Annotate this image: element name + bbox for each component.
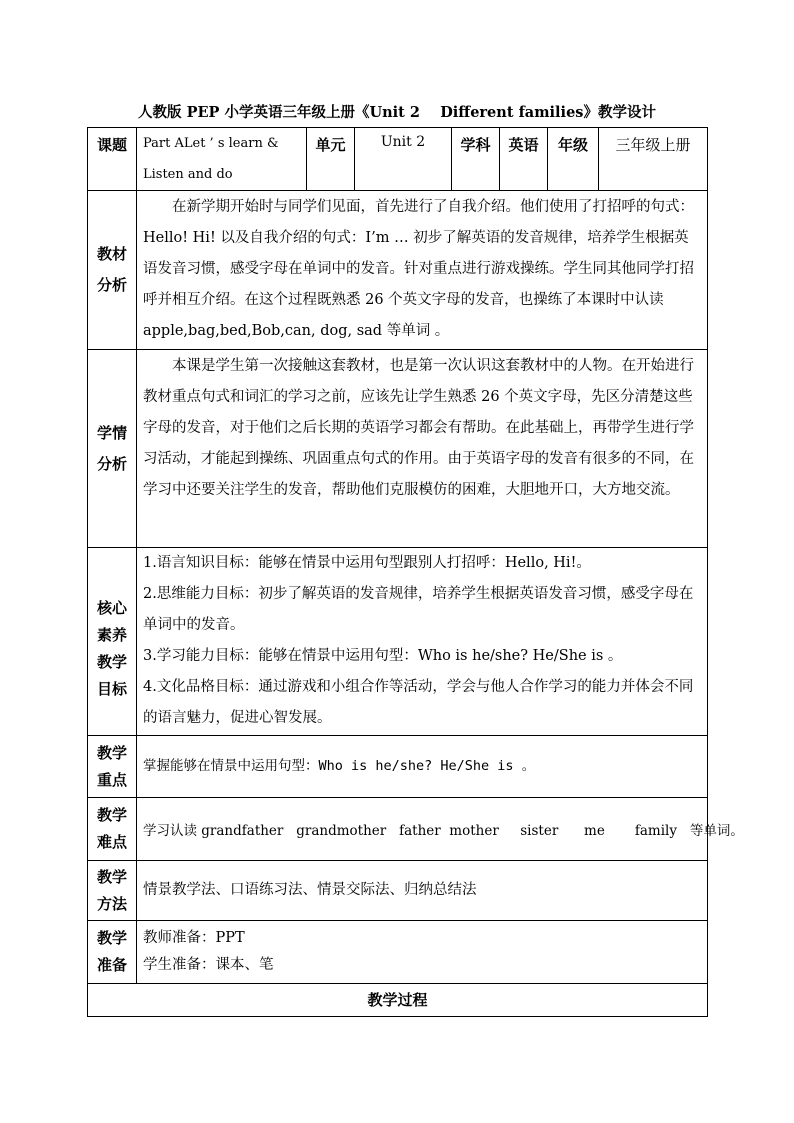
student-analysis-row: [88, 350, 708, 548]
process-heading: 教学过程: [88, 984, 708, 1017]
methods-row: [88, 861, 708, 921]
goals-label-line2: 素养: [96, 625, 127, 644]
lesson-plan-table: [87, 127, 744, 1017]
difficulties-label-line1: 教学: [96, 806, 127, 824]
difficulties-label: [88, 798, 137, 861]
goal-item: 3.学习能力目标：能够在情景中运用句型：Who is he/she? He/She is 。: [143, 648, 623, 664]
grade-label: 年级: [548, 128, 599, 191]
methods-text-cell: [137, 861, 708, 921]
process-row: [88, 984, 708, 1017]
students-label-line2: 分析: [96, 454, 127, 473]
goals-label-line1: 核心: [96, 598, 127, 617]
difficulties-label-line2: 难点: [96, 833, 127, 851]
key-points-text: 掌握能够在情景中运用句型：Who is he/she? He/She is 。: [143, 758, 536, 774]
document-title: 人教版 PEP 小学英语三年级上册《Unit 2 Different families》教学设计: [138, 104, 656, 121]
student-analysis-label: [88, 350, 137, 548]
key-label-line2: 重点: [96, 770, 127, 789]
grade-value: 三年级上册: [599, 128, 708, 191]
difficulties-text: 学习认读 grandfather grandmother father mother sister me family 等单词。: [137, 798, 708, 861]
key-points-label: [88, 736, 137, 798]
goal-item: 4.文化品格目标：通过游戏和小组合作等活动，学会与他人合作学习的能力并体会不同的语言魅力，促进心智发展。: [143, 679, 694, 726]
material-analysis-label: [88, 191, 137, 350]
methods-label: [88, 861, 137, 921]
preparation-row: [88, 921, 708, 984]
preparation-label-line2: 准备: [96, 956, 127, 974]
goal-item: 2.思维能力目标：初步了解英语的发音规律，培养学生根据英语发音习惯，感受字母在单词中的发音。: [143, 586, 694, 633]
preparation-text-cell: [137, 921, 708, 984]
methods-label-line1: 教学: [96, 867, 127, 886]
material-label-line2: 分析: [96, 276, 127, 294]
unit-value: Unit 2: [355, 128, 452, 191]
goals-label: [88, 548, 137, 736]
students-label-line1: 学情: [96, 423, 127, 442]
key-points-text-cell: [137, 736, 708, 798]
student-preparation: 学生准备：课本、笔: [143, 957, 274, 973]
key-points-row: [88, 736, 708, 798]
material-analysis-row: [88, 191, 708, 350]
topic-value: Part ALet ’ s learn & Listen and do: [137, 128, 307, 191]
goals-row: [88, 548, 708, 736]
material-label-line1: 教材: [96, 245, 127, 263]
subject-label: 学科: [452, 128, 500, 191]
goals-label-line4: 目标: [96, 679, 127, 698]
goal-item: 1.语言知识目标：能够在情景中运用句型跟别人打招呼：Hello, Hi!。: [143, 555, 591, 571]
goals-text-cell: [137, 548, 708, 736]
student-analysis-text-cell: [137, 350, 708, 548]
key-label-line1: 教学: [96, 743, 127, 762]
methods-text: 情景教学法、口语练习法、情景交际法、归纳总结法: [143, 882, 477, 898]
difficulties-row: [88, 798, 708, 861]
student-analysis-text: 本课是学生第一次接触这套教材，也是第一次认识这套教材中的人物。在开始进行教材重点句式和词汇的学习之前，应该先让学生熟悉 26 个英文字母，先区分清楚这些字母的发音，对于他们之后长期的英语学习都会有帮助。在此基础上，再带学生进行学习活动，才能起到操练、巩固重点句式的作用。由于英语字母的发音有很多的不同，在学习中还要关注学生的发音，帮助他们克服模仿的困难，大胆地开口，大方地交流。: [143, 358, 694, 498]
teacher-preparation: 教师准备：PPT: [143, 930, 245, 946]
goals-label-line3: 教学: [96, 652, 127, 671]
methods-label-line2: 方法: [96, 894, 127, 913]
material-analysis-text: 在新学期开始时与同学们见面，首先进行了自我介绍。他们使用了打招呼的句式：Hello! Hi! 以及自我介绍的句式：I’m … 初步了解英语的发音规律，培养学生根据英语发音习惯，感受字母在单词中的发音。针对重点进行游戏操练。学生同其他同学打招呼并相互介绍。在这个过程既熟悉 26 个英文字母的发音，也操练了本课时中认读 apple,bag,bed,Bob,can, dog, sad 等单词 。: [143, 199, 694, 339]
material-analysis-text-cell: [137, 191, 708, 350]
subject-value: 英语: [500, 128, 548, 191]
preparation-label-line1: 教学: [96, 929, 127, 947]
topic-label: 课题: [88, 128, 137, 191]
unit-label: 单元: [307, 128, 355, 191]
header-row: [88, 128, 708, 191]
preparation-label: [88, 921, 137, 984]
